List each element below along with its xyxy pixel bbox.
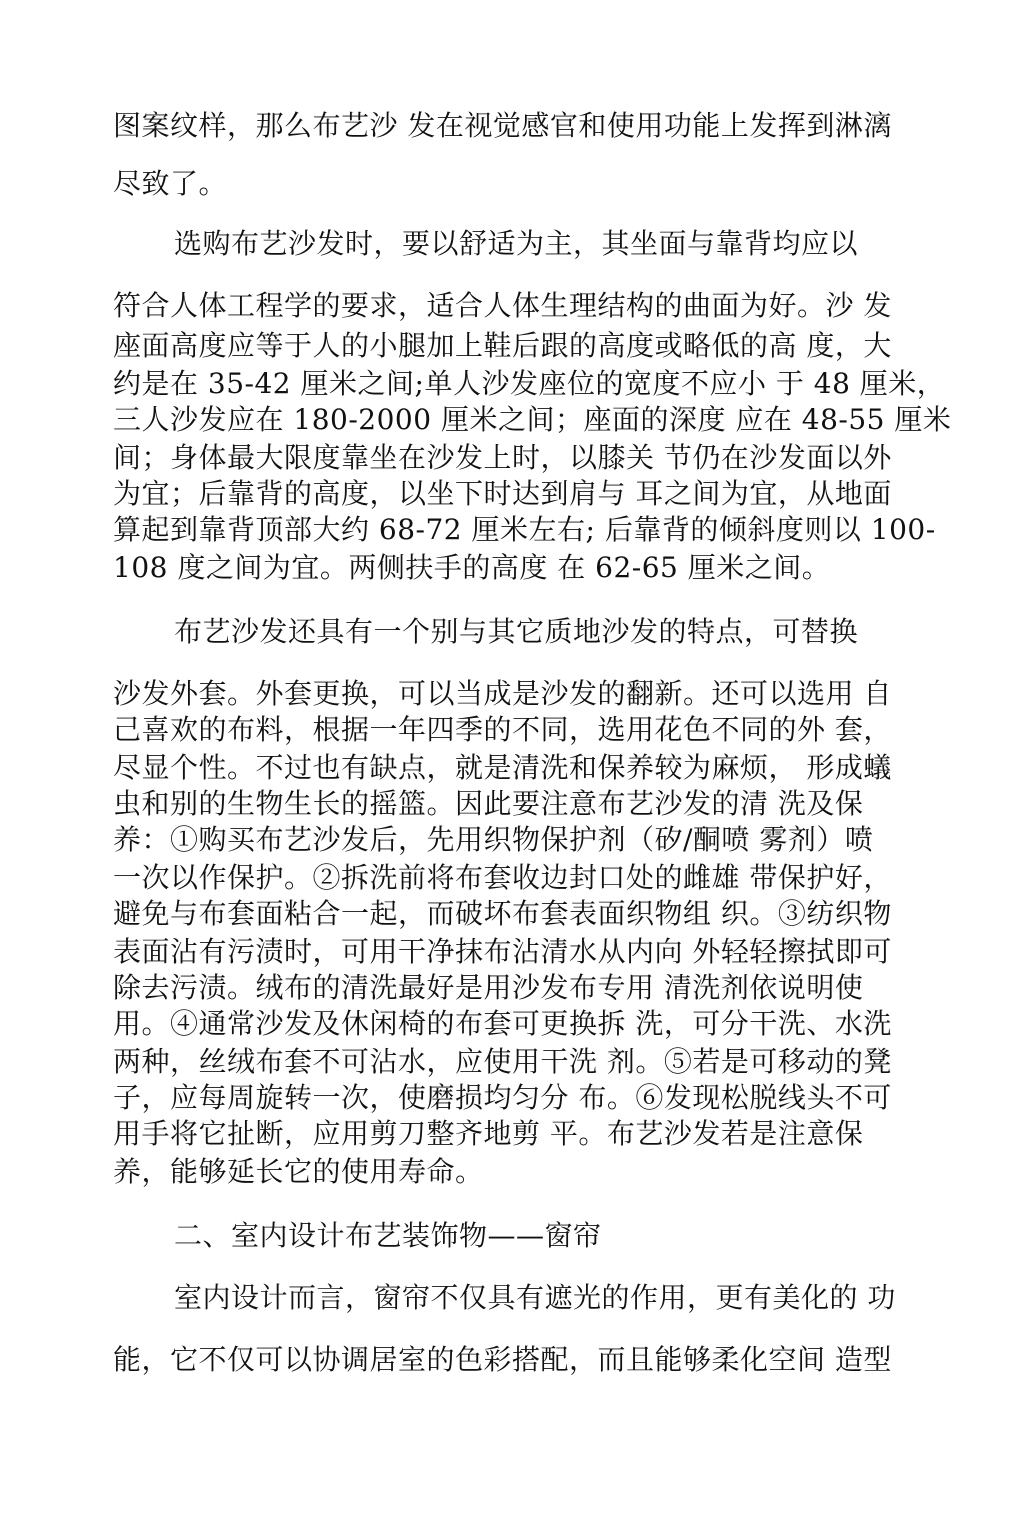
- text-line: 约是在 35-42 厘米之间;单人沙发座位的宽度不应小 于 48 厘米，: [113, 367, 946, 400]
- text-line: 两种，丝绒布套不可沾水，应使用干洗 剂。⑤若是可移动的凳: [113, 1045, 892, 1078]
- paragraph-first-line: 布艺沙发还具有一个别与其它质地沙发的特点，可替换: [174, 615, 859, 648]
- text-line: 避免与布套面粘合一起，而破坏布套表面织物组 织。③纺织物: [113, 897, 892, 930]
- text-line: 除去污渍。绒布的清洗最好是用沙发布专用 清洗剂依说明使: [113, 971, 864, 1004]
- text-line: 虫和别的生物生长的摇篮。因此要注意布艺沙发的清 洗及保: [113, 787, 864, 820]
- section-heading: 二、室内设计布艺装饰物——窗帘: [174, 1219, 602, 1252]
- text-line: 三人沙发应在 180-2000 厘米之间；座面的深度 应在 48-55 厘米: [113, 403, 952, 436]
- text-line: 尽致了。: [113, 167, 228, 200]
- text-line: 算起到靠背顶部大约 68-72 厘米左右; 后靠背的倾斜度则以 100-: [113, 513, 936, 546]
- text-line: 养：①购买布艺沙发后，先用织物保护剂（矽/酮喷 雾剂）喷: [113, 823, 874, 856]
- text-line: 一次以作保护。②拆洗前将布套收边封口处的雌雄 带保护好，: [113, 861, 892, 894]
- text-line: 用。④通常沙发及休闲椅的布套可更换拆 洗，可分干洗、水洗: [113, 1007, 892, 1040]
- text-line: 己喜欢的布料，根据一年四季的不同，选用花色不同的外 套，: [113, 713, 892, 746]
- text-line: 子，应每周旋转一次，使磨损均匀分 布。⑥发现松脱线头不可: [113, 1081, 892, 1114]
- text-line: 表面沾有污渍时，可用干净抹布沾清水从内向 外轻轻擦拭即可: [113, 935, 892, 968]
- text-line: 养，能够延长它的使用寿命。: [113, 1155, 484, 1188]
- text-line: 用手将它扯断，应用剪刀整齐地剪 平。布艺沙发若是注意保: [113, 1117, 864, 1150]
- text-line: 108 度之间为宜。两侧扶手的高度 在 62-65 厘米之间。: [113, 551, 831, 584]
- text-line: 能，它不仅可以协调居室的色彩搭配，而且能够柔化空间 造型: [113, 1343, 892, 1376]
- text-line: 间；身体最大限度靠坐在沙发上时，以膝关 节仍在沙发面以外: [113, 441, 892, 474]
- text-line: 座面高度应等于人的小腿加上鞋后跟的高度或略低的高 度，大: [113, 329, 892, 362]
- text-line: 为宜；后靠背的高度，以坐下时达到肩与 耳之间为宜，从地面: [113, 477, 892, 510]
- text-line: 尽显个性。不过也有缺点，就是清洗和保养较为麻烦， 形成蟻: [113, 751, 892, 784]
- paragraph-first-line: 选购布艺沙发时，要以舒适为主，其坐面与靠背均应以: [174, 227, 859, 260]
- text-line: 符合人体工程学的要求，适合人体生理结构的曲面为好。沙 发: [113, 289, 892, 322]
- text-line: 沙发外套。外套更换，可以当成是沙发的翻新。还可以选用 自: [113, 677, 892, 710]
- paragraph-first-line: 室内设计而言，窗帘不仅具有遮光的作用，更有美化的 功: [174, 1281, 896, 1314]
- text-line: 图案纹样，那么布艺沙 发在视觉感官和使用功能上发挥到淋漓: [113, 109, 892, 142]
